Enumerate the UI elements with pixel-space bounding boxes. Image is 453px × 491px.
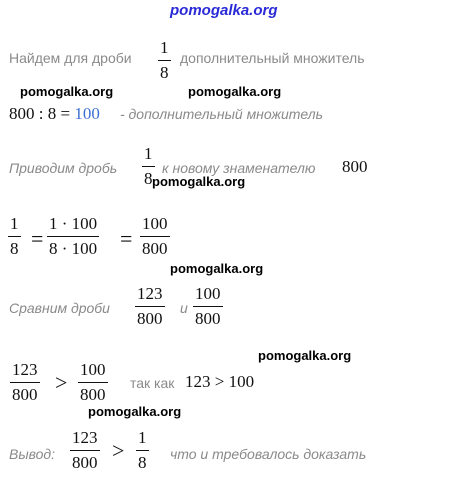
fraction-numerator: 100 bbox=[142, 214, 168, 233]
line1-prefix: Найдем для дроби bbox=[9, 50, 132, 66]
fraction-numerator: 100 bbox=[80, 360, 106, 379]
fraction-bar bbox=[142, 166, 155, 167]
fraction-bar bbox=[78, 382, 108, 383]
watermark: pomogalka.org bbox=[188, 84, 282, 99]
fraction-denominator: 800 bbox=[195, 309, 221, 328]
fraction-bar bbox=[140, 236, 170, 237]
fraction-bar bbox=[10, 382, 40, 383]
line7-prefix: Вывод: bbox=[9, 446, 56, 462]
fraction-bar bbox=[193, 306, 223, 307]
line5-prefix: Сравним дроби bbox=[9, 300, 110, 316]
fraction-bar bbox=[135, 306, 165, 307]
watermark: pomogalka.org bbox=[258, 348, 352, 363]
line6-comparison: 123 > 100 bbox=[185, 372, 255, 391]
line1-fraction bbox=[158, 38, 171, 83]
line6-fraction-2 bbox=[78, 360, 108, 405]
line1-suffix: дополнительный множитель bbox=[180, 50, 365, 66]
greater-than-sign: > bbox=[55, 370, 68, 395]
fraction-bar bbox=[136, 450, 149, 451]
fraction-bar bbox=[70, 450, 100, 451]
line4-fraction-3 bbox=[140, 214, 170, 259]
watermark: pomogalka.org bbox=[152, 174, 246, 189]
fraction-denominator: 8 bbox=[144, 169, 153, 188]
line7-fraction-1 bbox=[70, 428, 100, 473]
line6-fraction-1 bbox=[10, 360, 40, 405]
fraction-numerator: 100 bbox=[195, 284, 221, 303]
watermark: pomogalka.org bbox=[170, 261, 264, 276]
fraction-numerator: 123 bbox=[12, 360, 38, 379]
fraction-numerator: 1 · 100 bbox=[49, 214, 98, 233]
division-expression: 800 : 8 = bbox=[9, 104, 71, 123]
watermark: pomogalka.org bbox=[88, 404, 182, 419]
fraction-numerator: 123 bbox=[72, 428, 98, 447]
watermark: pomogalka.org bbox=[20, 84, 114, 99]
fraction-bar bbox=[8, 236, 21, 237]
line4-fraction-2 bbox=[47, 214, 99, 259]
line3-value: 800 bbox=[342, 157, 368, 176]
fraction-denominator: 8 bbox=[138, 453, 147, 472]
line5-and: и bbox=[180, 300, 188, 316]
fraction-denominator: 800 bbox=[12, 385, 38, 404]
fraction-denominator: 8 · 100 bbox=[49, 239, 98, 258]
equals-sign: = bbox=[31, 226, 44, 251]
line7-fraction-2 bbox=[136, 428, 149, 473]
fraction-denominator: 800 bbox=[72, 453, 98, 472]
line5-fraction-2 bbox=[193, 284, 223, 329]
equals-sign: = bbox=[120, 226, 133, 251]
line2-suffix: - дополнительный множитель bbox=[120, 106, 324, 122]
line7-suffix: что и требовалось доказать bbox=[170, 446, 367, 462]
line2-expression bbox=[9, 104, 100, 124]
line5-fraction-1 bbox=[135, 284, 165, 329]
line3-middle: к новому знаменателю bbox=[162, 160, 316, 176]
fraction-numerator: 1 bbox=[160, 38, 169, 57]
fraction-bar bbox=[158, 60, 171, 61]
line3-prefix: Приводим дробь bbox=[9, 160, 118, 176]
watermark-top: pomogalka.org bbox=[170, 2, 278, 19]
fraction-bar bbox=[47, 236, 99, 237]
fraction-denominator: 8 bbox=[10, 239, 19, 258]
fraction-numerator: 1 bbox=[144, 144, 153, 163]
fraction-numerator: 123 bbox=[137, 284, 163, 303]
fraction-numerator: 1 bbox=[138, 428, 147, 447]
line4-fraction-1 bbox=[8, 214, 21, 259]
fraction-denominator: 8 bbox=[160, 63, 169, 82]
fraction-numerator: 1 bbox=[10, 214, 19, 233]
fraction-denominator: 800 bbox=[142, 239, 168, 258]
greater-than-sign: > bbox=[112, 438, 125, 463]
fraction-denominator: 800 bbox=[137, 309, 163, 328]
line6-because: так как bbox=[130, 375, 175, 391]
fraction-denominator: 800 bbox=[80, 385, 106, 404]
division-result: 100 bbox=[74, 104, 100, 123]
